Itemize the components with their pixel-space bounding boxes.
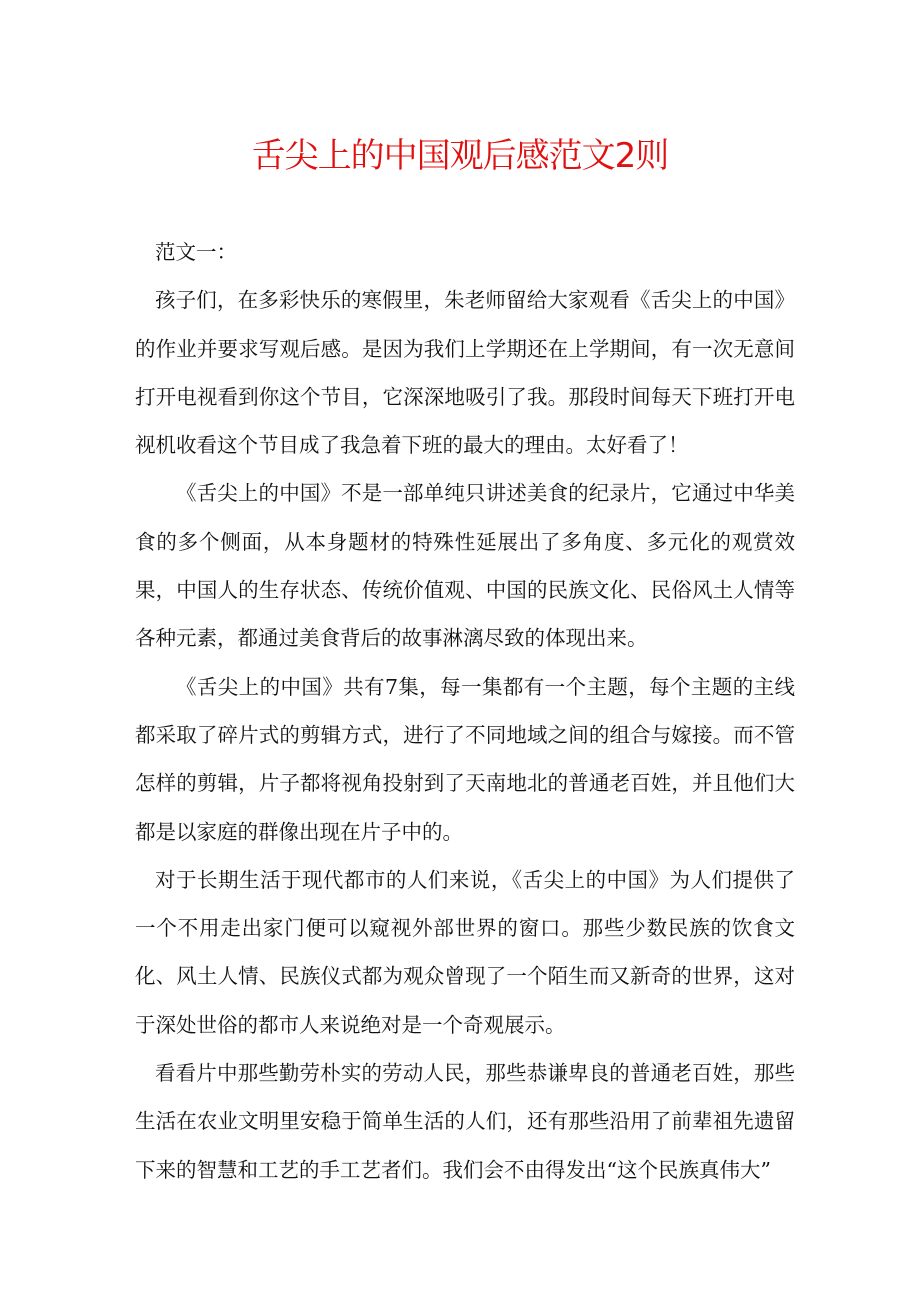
document-body	[135, 228, 795, 1194]
paragraph: 《舌尖上的中国》共有7集，每一集都有一个主题，每个主题的主线都采取了碎片式的剪辑方式，进行了不同地域之间的组合与嫁接。而不管怎样的剪辑，片子都将视角投射到了天南地北的普通老百姓，并且他们大都是以家庭的群像出现在片子中的。	[135, 674, 795, 844]
section-label: 范文一：	[155, 240, 237, 264]
paragraph: 孩子们，在多彩快乐的寒假里，朱老师留给大家观看《舌尖上的中国》的作业并要求写观后感。是因为我们上学期还在上学期间，有一次无意间打开电视看到你这个节目，它深深地吸引了我。那段时间每天下班打开电视机收看这个节目成了我急着下班的最大的理由。太好看了！	[135, 288, 795, 458]
paragraph: 对于长期生活于现代都市的人们来说，《舌尖上的中国》为人们提供了一个不用走出家门便可以窥视外部世界的窗口。那些少数民族的饮食文化、风土人情、民族仪式都为观众曾现了一个陌生而又新奇的世界，这对于深处世俗的都市人来说绝对是一个奇观展示。	[135, 867, 795, 1037]
document-title: 舌尖上的中国观后感范文2则	[251, 136, 669, 176]
paragraph: 《舌尖上的中国》不是一部单纯只讲述美食的纪录片，它通过中华美食的多个侧面，从本身题材的特殊性延展出了多角度、多元化的观赏效果，中国人的生存状态、传统价值观、中国的民族文化、民俗风土人情等各种元素，都通过美食背后的故事淋漓尽致的体现出来。	[135, 481, 795, 651]
paragraph: 看看片中那些勤劳朴实的劳动人民，那些恭谦卑良的普通老百姓，那些生活在农业文明里安稳于简单生活的人们，还有那些沿用了前辈祖先遗留下来的智慧和工艺的手工艺者们。我们会不由得发出“这个民族真伟大”	[135, 1061, 795, 1182]
